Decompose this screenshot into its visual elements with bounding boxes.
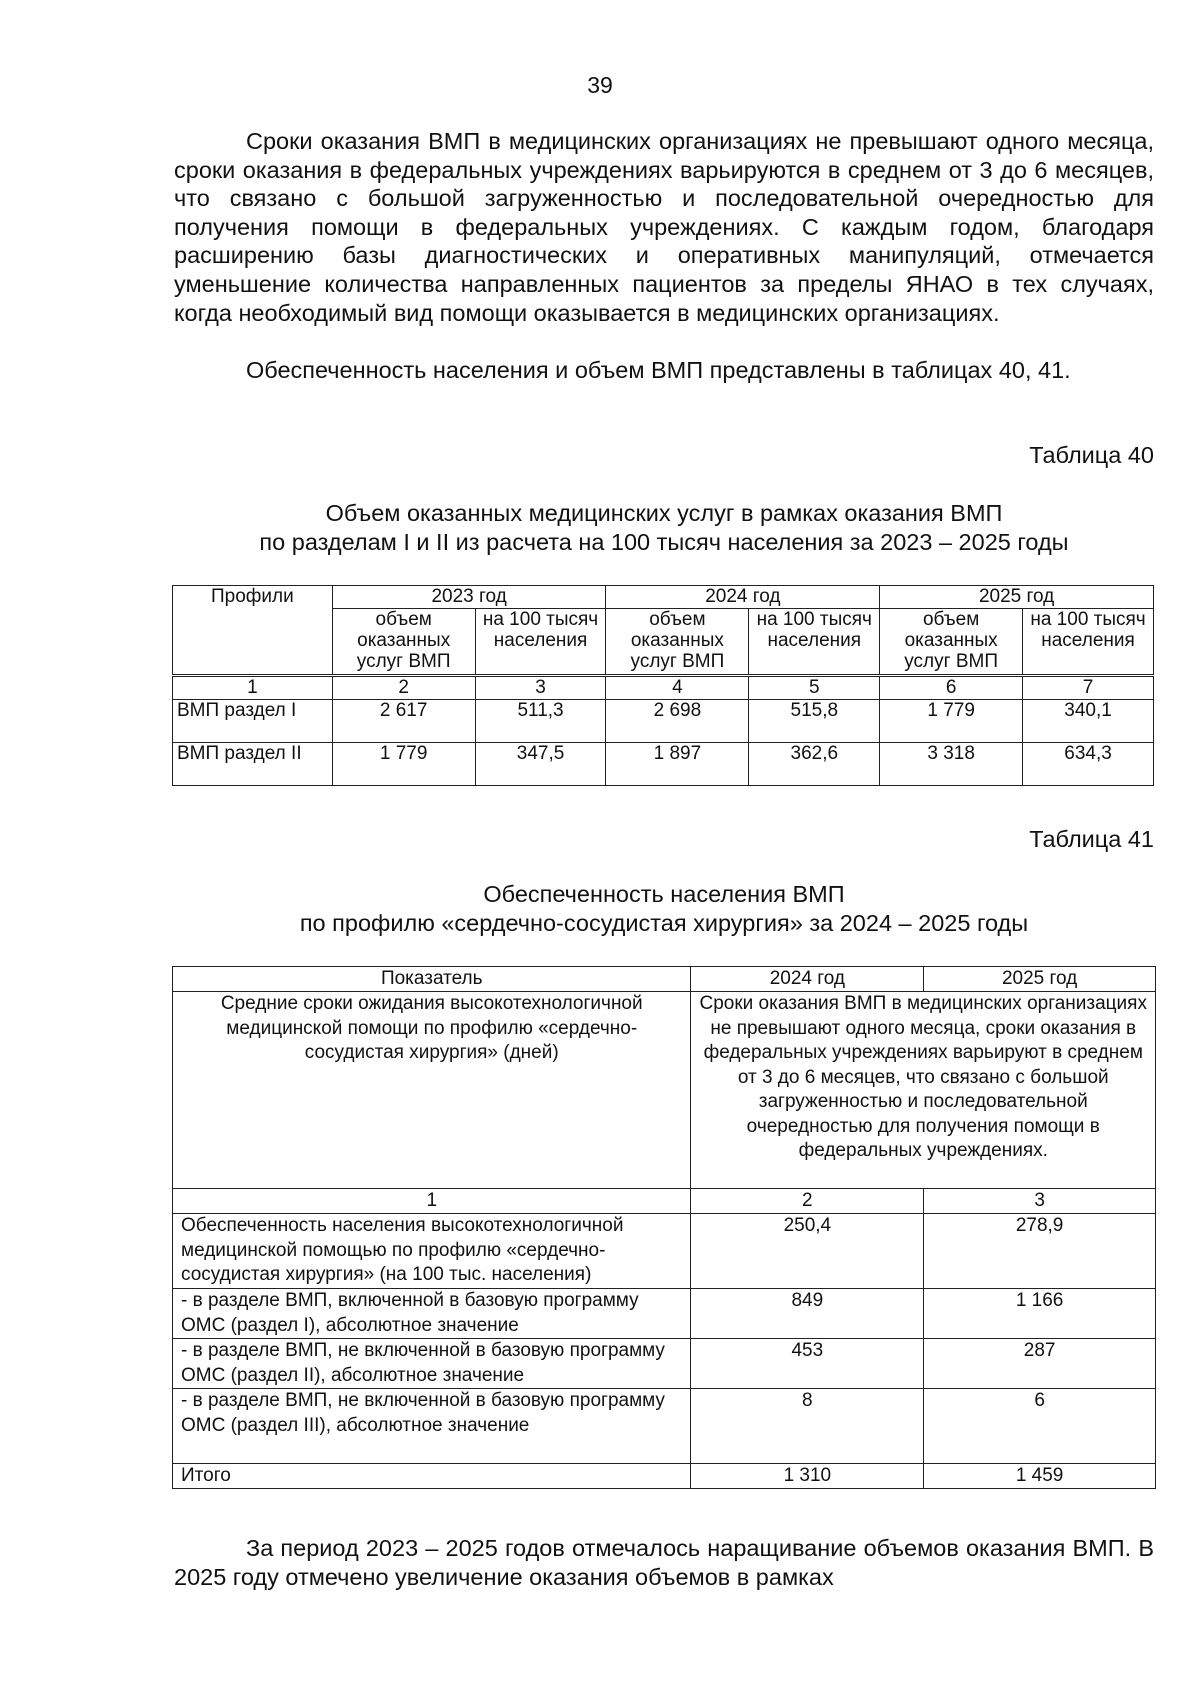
paragraph-text: Обеспеченность населения и объем ВМП представлены в таблицах 40, 41. — [246, 357, 1071, 383]
header-volume: объем оказанных услуг ВМП — [606, 609, 749, 676]
header-indicator: Показатель — [173, 967, 691, 992]
header-per-100k: на 100 тысяч населения — [749, 609, 880, 676]
column-number: 5 — [749, 676, 880, 700]
table-40-title — [174, 499, 1154, 556]
column-number: 2 — [691, 1189, 924, 1214]
cell-value: 1 779 — [332, 743, 475, 786]
table-row-total — [173, 1464, 1156, 1489]
cell-value: 634,3 — [1023, 743, 1154, 786]
column-number: 3 — [475, 676, 606, 700]
cell-value: 2 698 — [606, 700, 749, 743]
column-numbers-row — [173, 1189, 1156, 1214]
cell-value: 250,4 — [691, 1214, 924, 1289]
column-number: 2 — [332, 676, 475, 700]
cell-value: 287 — [924, 1339, 1156, 1389]
cell-value: 347,5 — [475, 743, 606, 786]
cell-value: 278,9 — [924, 1214, 1156, 1289]
cell-value: 849 — [691, 1289, 924, 1339]
row-name: ВМП раздел I — [173, 700, 333, 743]
cell-value: 511,3 — [475, 700, 606, 743]
table-row — [173, 1339, 1156, 1389]
table-row — [173, 992, 1156, 1189]
paragraph-text: Сроки оказания ВМП в медицинских организациях не превышают одного месяца, сроки оказания в федеральных учреждениях варьируются в среднем от 3 до 6 месяцев, что связано с большой загруженностью и последовательной очередностью для получения помощи в федеральных учреждениях. С каждым годом, благодаря расширению базы диагностических и оперативных манипуляций, отмечается уменьшение количества направленных пациентов за пределы ЯНАО в тех случаях, когда необходимый вид помощи оказывается в медицинских организациях. — [174, 128, 1154, 326]
row-name: Итого — [173, 1464, 691, 1489]
column-number: 6 — [880, 676, 1023, 700]
header-year-2024: 2024 год — [691, 967, 924, 992]
row-name: ВМП раздел II — [173, 743, 333, 786]
header-year-2024: 2024 год — [606, 586, 880, 609]
table-40-title-line1: Объем оказанных медицинских услуг в рамках оказания ВМП — [325, 500, 1003, 526]
header-profiles: Профили — [173, 586, 333, 676]
row-name: - в разделе ВМП, включенной в базовую программу ОМС (раздел I), абсолютное значение — [173, 1289, 691, 1339]
cell-value: 1 459 — [924, 1464, 1156, 1489]
column-number: 4 — [606, 676, 749, 700]
table-41 — [172, 966, 1156, 1489]
table-41-title-line1: Обеспеченность населения ВМП — [483, 881, 845, 907]
row-name: - в разделе ВМП, не включенной в базовую программу ОМС (раздел II), абсолютное значение — [173, 1339, 691, 1389]
header-per-100k: на 100 тысяч населения — [475, 609, 606, 676]
table-41-title-line2: по профилю «сердечно-сосудистая хирургия» за 2024 – 2025 годы — [299, 909, 1029, 936]
paragraph-text: За период 2023 – 2025 годов отмечалось наращивание объемов оказания ВМП. В 2025 году отмечено увеличение оказания объемов в рамках — [174, 1535, 1154, 1590]
table-41-title — [174, 880, 1154, 937]
cell-value: 8 — [691, 1389, 924, 1464]
cell-value: 1 166 — [924, 1289, 1156, 1339]
paragraph-vmp-terms — [174, 127, 1154, 327]
table-row — [173, 1289, 1156, 1339]
cell-value: 453 — [691, 1339, 924, 1389]
cell-value: 1 779 — [880, 700, 1023, 743]
table-41-label: Таблица 41 — [1029, 826, 1154, 852]
cell-value: 1 897 — [606, 743, 749, 786]
header-per-100k: на 100 тысяч населения — [1023, 609, 1154, 676]
cell-value: 2 617 — [332, 700, 475, 743]
table-40 — [172, 585, 1154, 786]
page-number: 39 — [587, 72, 613, 98]
header-volume: объем оказанных услуг ВМП — [880, 609, 1023, 676]
row-name: Обеспеченность населения высокотехнологичной медицинской помощью по профилю «сердечно-сосудистая хирургия» (на 100 тыс. населения) — [173, 1214, 691, 1289]
column-number: 1 — [173, 676, 333, 700]
header-year-2023: 2023 год — [332, 586, 606, 609]
row-name: - в разделе ВМП, не включенной в базовую программу ОМС (раздел III), абсолютное значение — [173, 1389, 691, 1464]
cell-value: 6 — [924, 1389, 1156, 1464]
column-number: 3 — [924, 1189, 1156, 1214]
table-row — [173, 1389, 1156, 1464]
column-numbers-row — [173, 676, 1154, 700]
cell-value: 515,8 — [749, 700, 880, 743]
paragraph-period-summary — [174, 1534, 1154, 1591]
table-row — [173, 1214, 1156, 1289]
table-row — [173, 743, 1154, 786]
cell-value: 340,1 — [1023, 700, 1154, 743]
row-name: Средние сроки ожидания высокотехнологичной медицинской помощи по профилю «сердечно-сосудистая хирургия» (дней) — [173, 992, 691, 1189]
column-number: 7 — [1023, 676, 1154, 700]
table-40-title-line2: по разделам I и II из расчета на 100 тысяч населения за 2023 – 2025 годы — [259, 528, 1069, 555]
header-year-2025: 2025 год — [880, 586, 1154, 609]
header-year-2025: 2025 год — [924, 967, 1156, 992]
paragraph-tables-reference — [174, 356, 1154, 385]
cell-value: 1 310 — [691, 1464, 924, 1489]
header-volume: объем оказанных услуг ВМП — [332, 609, 475, 676]
table-row — [173, 700, 1154, 743]
cell-value: 3 318 — [880, 743, 1023, 786]
cell-value: 362,6 — [749, 743, 880, 786]
column-number: 1 — [173, 1189, 691, 1214]
cell-value: Сроки оказания ВМП в медицинских организациях не превышают одного месяца, сроки оказания в федеральных учреждениях варьируют в среднем от 3 до 6 месяцев, что связано с большой загруженностью и последовательной очередностью для получения помощи в федеральных учреждениях. — [691, 992, 1156, 1189]
table-40-label: Таблица 40 — [1029, 442, 1154, 468]
